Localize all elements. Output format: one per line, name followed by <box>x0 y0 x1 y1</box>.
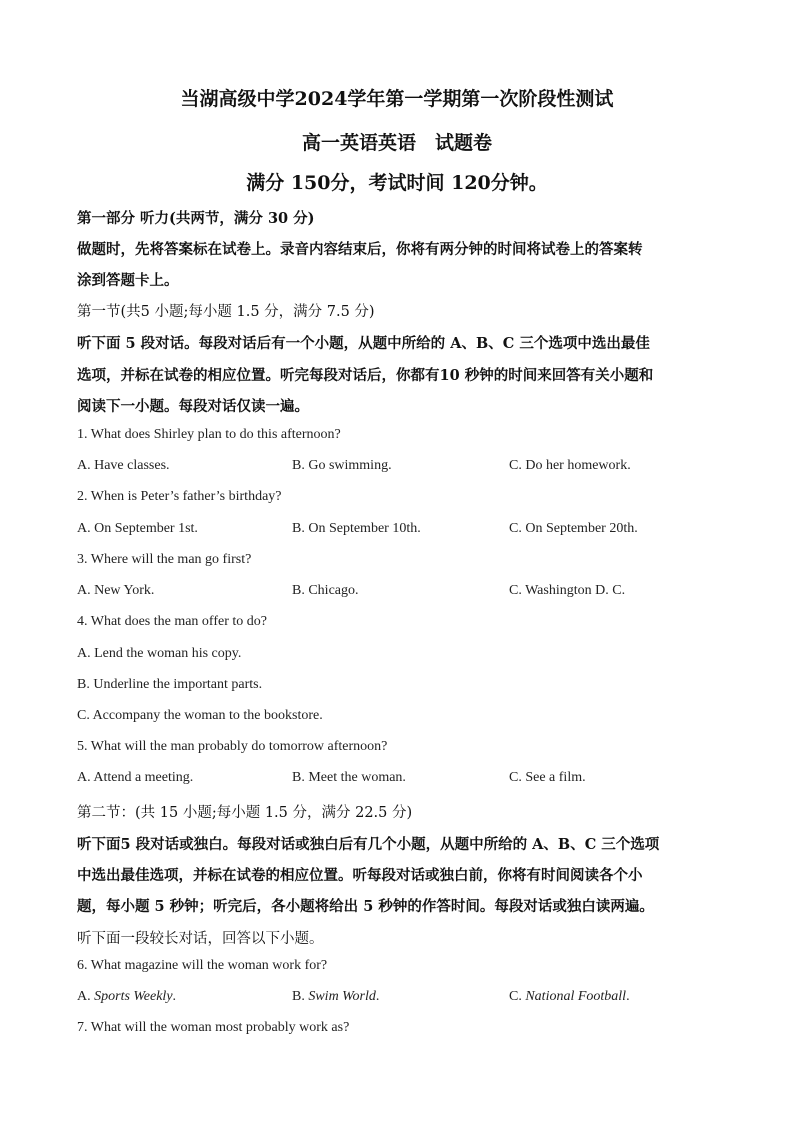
q4-option-c: C. Accompany the woman to the bookstore. <box>77 708 323 723</box>
q1-option-b: B. Go swimming. <box>292 458 392 473</box>
question-7: 7. What will the woman most probably work as? <box>77 1020 350 1035</box>
part1-instructions-1: 做题时，先将答案标在试卷上。录音内容结束后，你将有两分钟的时间将试卷上的答案转 <box>77 241 643 258</box>
question-4: 4. What does the man offer to do? <box>77 614 267 629</box>
section1-instructions-1: 听下面 5 段对话。每段对话后有一个小题，从题中所给的 A、B、C 三个选项中选出最佳 <box>77 335 650 352</box>
section2-instructions-2: 中选出最佳选项，并标在试卷的相应位置。听每段对话或独白前，你将有时间阅读各个小 <box>77 867 643 884</box>
section1-heading: 第一节(共5 小题;每小题 1.5 分，满分 7.5 分) <box>77 304 375 320</box>
q5-option-c: C. See a film. <box>509 770 586 785</box>
q4-option-b: B. Underline the important parts. <box>77 677 263 692</box>
section1-instructions-2: 选项，并标在试卷的相应位置。听完每段对话后，你都有10 秒钟的时间来回答有关小题和 <box>77 367 654 384</box>
q5-option-b: B. Meet the woman. <box>292 770 406 785</box>
q6-option-c-title: National Football <box>525 989 627 1004</box>
subject-title: 高一英语英语 试题卷 <box>301 132 492 154</box>
q2-option-a: A. On September 1st. <box>77 521 198 536</box>
q2-option-c: C. On September 20th. <box>509 521 638 536</box>
question-6: 6. What magazine will the woman work for? <box>77 958 328 973</box>
question-3: 3. Where will the man go first? <box>77 552 252 567</box>
q6-option-b-title: Swim World <box>308 989 376 1004</box>
q2-option-b: B. On September 10th. <box>292 521 421 536</box>
question-2: 2. When is Peter’s father’s birthday? <box>77 489 282 504</box>
part1-heading: 第一部分 听力(共两节，满分 30 分) <box>77 210 315 227</box>
question-5: 5. What will the man probably do tomorrow afternoon? <box>77 739 388 754</box>
school-title: 当湖高级中学2024学年第一学期第一次阶段性测试 <box>180 88 614 110</box>
q1-option-a: A. Have classes. <box>77 458 170 473</box>
q5-option-a: A. Attend a meeting. <box>77 770 194 785</box>
q6-option-a-title: Sports Weekly <box>94 989 173 1004</box>
section2-heading: 第二节：(共 15 小题;每小题 1.5 分，满分 22.5 分) <box>77 805 413 821</box>
part1-instructions-2: 涂到答题卡上。 <box>77 272 179 289</box>
section2-instructions-3: 题，每小题 5 秒钟；听完后，各小题将给出 5 秒钟的作答时间。每段对话或独白读两遍。 <box>77 898 654 915</box>
score-info: 满分 150分，考试时间 120分钟。 <box>246 172 548 194</box>
section1-instructions-3: 阅读下一小题。每段对话仅读一遍。 <box>77 398 309 415</box>
q3-option-b: B. Chicago. <box>292 583 359 598</box>
q1-option-c: C. Do her homework. <box>509 458 631 473</box>
q3-option-c: C. Washington D. C. <box>509 583 626 598</box>
section2-sub-instructions: 听下面一段较长对话，回答以下小题。 <box>77 931 324 947</box>
q6-option-a: A. Sports Weekly. <box>77 989 177 1004</box>
q4-option-a: A. Lend the woman his copy. <box>77 646 242 661</box>
q6-option-c: C. National Football. <box>509 989 630 1004</box>
q3-option-a: A. New York. <box>77 583 155 598</box>
q6-option-b: B. Swim World. <box>292 989 380 1004</box>
section2-instructions-1: 听下面5 段对话或独白。每段对话或独白后有几个小题，从题中所给的 A、B、C 三个选项 <box>77 836 660 853</box>
question-1: 1. What does Shirley plan to do this afternoon? <box>77 427 341 442</box>
